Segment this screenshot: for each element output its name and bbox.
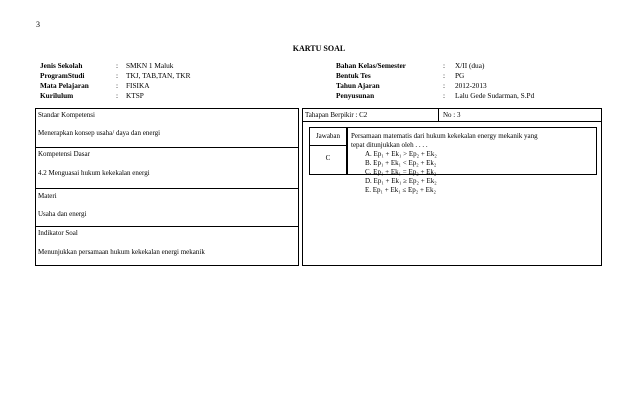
header-value-bentuk-tes: PG <box>455 71 465 80</box>
jawaban-box <box>309 127 347 175</box>
header-sep: : <box>443 71 446 80</box>
header-sep: : <box>116 91 119 100</box>
indikator-soal-label: Indikator Soal <box>38 229 78 237</box>
option-b: B. Ep₁ + Ek₁ < Ep₂ + Ek₂ <box>365 159 437 167</box>
materi-label: Materi <box>38 192 57 200</box>
header-sep: : <box>443 91 446 100</box>
header-label-penyusunan: Penyusunan <box>336 91 375 100</box>
divider <box>302 121 602 122</box>
header-label-program-studi: ProgramStudi <box>40 71 85 80</box>
materi-value: Usaha dan energi <box>38 210 87 218</box>
tahapan-berpikir: Tahapan Berpikir : C2 <box>305 111 368 119</box>
header-value-kurikulum: KTSP <box>126 91 144 100</box>
header-sep: : <box>116 61 119 70</box>
page-title: KARTU SOAL <box>292 44 346 53</box>
left-panel <box>35 108 299 266</box>
header-value-jenis-sekolah: SMKN 1 Maluk <box>126 61 174 70</box>
header-sep: : <box>116 71 119 80</box>
divider <box>35 147 299 148</box>
indikator-soal-value: Menunjukkan persamaan hukum kekekalan energi mekanik <box>38 248 205 256</box>
option-d: D. Ep₁ + Ek₁ ≥ Ep₂ + Ek₂ <box>365 177 437 185</box>
jawaban-label: Jawaban <box>315 132 341 140</box>
divider <box>35 226 299 227</box>
header-label-bentuk-tes: Bentuk Tes <box>336 71 371 80</box>
kompetensi-dasar-value: 4.2 Menguasai hukum kekekalan energi <box>38 169 150 177</box>
question-number: No : 3 <box>443 111 461 119</box>
header-value-mata-pelajaran: FISIKA <box>126 81 150 90</box>
standar-kompetensi-value: Menerapkan konsep usaha/ daya dan energi <box>38 129 161 137</box>
divider <box>438 108 439 121</box>
header-label-mata-pelajaran: Mata Pelajaran <box>40 81 89 90</box>
right-panel <box>302 108 602 266</box>
header-label-kurikulum: Kurilulum <box>40 91 74 100</box>
divider <box>35 188 299 189</box>
header-value-bahan-kelas: X/II (dua) <box>455 61 485 70</box>
question-line-1: Persamaan matematis dari hukum kekekalan energy mekanik yang <box>351 132 538 140</box>
header-sep: : <box>443 61 446 70</box>
header-value-program-studi: TKJ, TAB,TAN, TKR <box>126 71 191 80</box>
jawaban-value: C <box>325 154 331 162</box>
option-e: E. Ep₁ + Ek₁ ≤ Ep₂ + Ek₂ <box>365 186 436 194</box>
question-line-2: tepat ditunjukkan oleh . . . . <box>351 141 428 149</box>
divider <box>309 145 347 146</box>
standar-kompetensi-label: Standar Kompetensi <box>38 111 95 119</box>
header-sep: : <box>443 81 446 90</box>
header-value-tahun-ajaran: 2012-2013 <box>455 81 487 90</box>
kompetensi-dasar-label: Kompetensi Dasar <box>38 150 90 158</box>
option-a: A. Ep₁ + Ek₁ > Ep₂ + Ek₂ <box>365 150 437 158</box>
header-label-bahan-kelas: Bahan Kelas/Semester <box>336 61 406 70</box>
option-c: C. Ep₁ + Ek₁ = Ep₂ + Ek₂ <box>365 168 437 176</box>
page-number: 3 <box>36 20 40 29</box>
header-value-penyusunan: Lalu Gede Sudarman, S.Pd <box>455 91 535 100</box>
header-label-jenis-sekolah: Jenis Sekolah <box>40 61 83 70</box>
header-sep: : <box>116 81 119 90</box>
header-label-tahun-ajaran: Tahun Ajaran <box>336 81 380 90</box>
